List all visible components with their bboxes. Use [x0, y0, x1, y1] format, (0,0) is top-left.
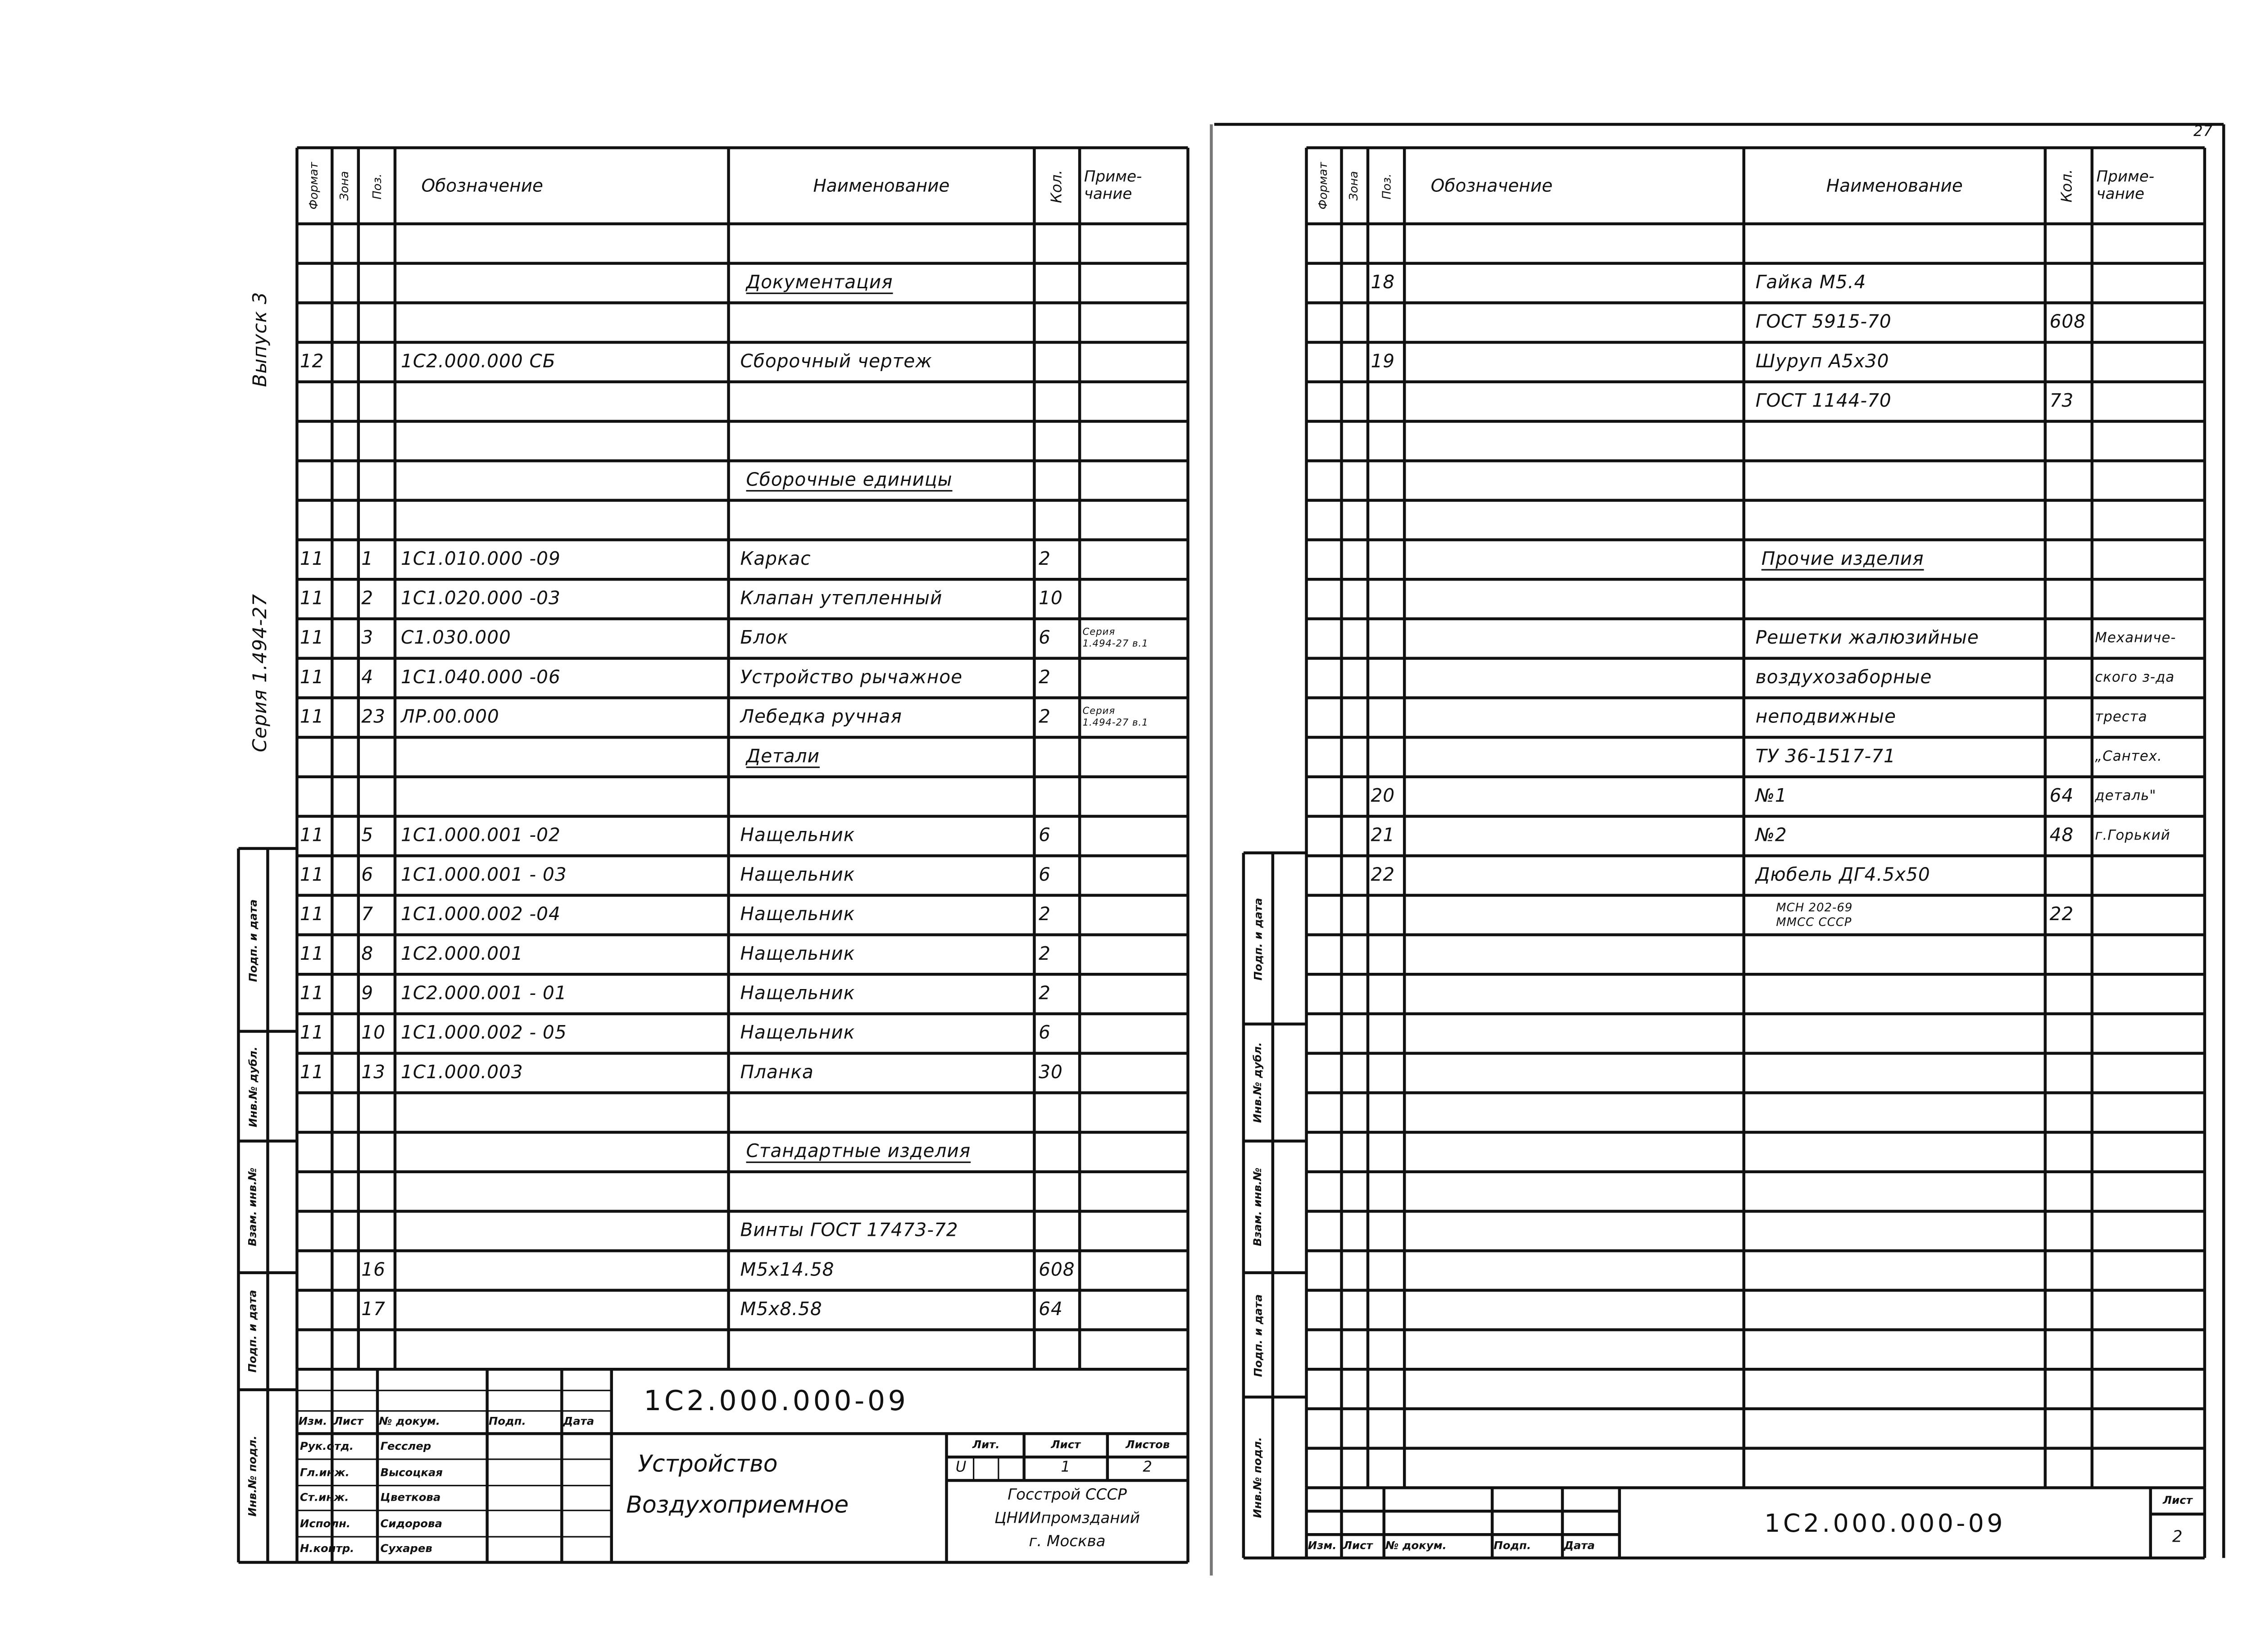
- grid-line: [297, 776, 1188, 778]
- grid-line: [1307, 578, 2205, 580]
- row-name: Нащельник: [740, 824, 855, 846]
- row-position: 22: [1371, 863, 1395, 885]
- row-designation: 1С2.000.000 СБ: [400, 350, 556, 372]
- row-quantity: 30: [1039, 1061, 1063, 1083]
- section-heading: Детали: [746, 745, 820, 767]
- grid-line: [1214, 123, 2224, 126]
- row-position: 7: [361, 903, 374, 925]
- row-position: 19: [1371, 350, 1395, 372]
- grid-line: [1307, 1368, 2205, 1370]
- stamp-col-header: Лист: [1343, 1539, 1373, 1553]
- sheet-label: Лист: [2162, 1494, 2193, 1507]
- grid-line: [297, 460, 1188, 462]
- row-format: 11: [300, 1061, 324, 1083]
- grid-line: [1307, 1013, 2205, 1015]
- grid-line: [1186, 148, 1189, 1369]
- row-name: Устройство рычажное: [740, 666, 963, 688]
- row-quantity: 608: [2049, 310, 2086, 333]
- row-name: М5х8.58: [740, 1298, 822, 1320]
- row-name: №2: [1755, 824, 1787, 846]
- stamp-role: Рук.отд.: [300, 1439, 354, 1453]
- header-format: Формат: [1317, 162, 1330, 210]
- margin-label: Инв.№ дубл.: [1251, 1042, 1265, 1123]
- grid-line: [295, 148, 298, 1369]
- row-quantity: 10: [1039, 587, 1063, 609]
- row-designation: 1С1.000.002 - 05: [400, 1021, 567, 1044]
- row-name: Шуруп А5х30: [1755, 350, 1889, 372]
- row-name: Нащельник: [740, 982, 855, 1004]
- section-heading: Стандартные изделия: [746, 1140, 971, 1162]
- row-designation: 1С1.000.002 -04: [400, 903, 561, 925]
- row-quantity: 73: [2049, 389, 2074, 412]
- header-qty: Кол.: [2060, 169, 2076, 203]
- row-name: Планка: [740, 1061, 814, 1083]
- grid-line: [1307, 1250, 2205, 1252]
- margin-label: Подп. и дата: [1251, 897, 1265, 980]
- row-format: 11: [300, 942, 324, 965]
- stamp-col-header: Дата: [1564, 1539, 1595, 1553]
- row-quantity: 2: [1039, 942, 1051, 965]
- row-name: ГОСТ 1144-70: [1755, 389, 1892, 412]
- stamp-col-header: Подп.: [1494, 1539, 1531, 1553]
- header-name: Наименование: [813, 175, 950, 196]
- row-designation: 1С1.020.000 -03: [400, 587, 561, 609]
- row-name: ГОСТ 5915-70: [1755, 310, 1892, 333]
- grid-line: [727, 148, 730, 1369]
- row-note: г.Горький: [2095, 827, 2170, 844]
- row-designation: ЛР.00.000: [400, 705, 499, 728]
- sheet-value: 1: [1061, 1460, 1071, 1476]
- grid-line: [486, 1369, 488, 1562]
- grid-line: [1307, 1211, 2205, 1212]
- row-name: неподвижные: [1755, 705, 1896, 728]
- grid-line: [377, 1369, 378, 1562]
- row-name: №1: [1755, 784, 1787, 807]
- grid-line: [1307, 1053, 2205, 1054]
- row-name: Каркас: [740, 547, 811, 570]
- row-position: 2: [361, 587, 374, 609]
- row-format: 11: [300, 1021, 324, 1044]
- row-designation: 1С1.040.000 -06: [400, 666, 561, 688]
- row-name: Нащельник: [740, 903, 855, 925]
- grid-line: [1307, 460, 2205, 462]
- header-zone: Зона: [1347, 171, 1361, 201]
- grid-line: [297, 1389, 611, 1390]
- row-note: „Сантех.: [2095, 749, 2162, 765]
- grid-line: [2044, 148, 2047, 1488]
- row-position: 3: [361, 626, 374, 649]
- row-name: М5х14.58: [740, 1258, 835, 1280]
- row-name: Дюбель ДГ4.5х50: [1755, 863, 1930, 885]
- grid-line: [1307, 1092, 2205, 1094]
- row-name: Клапан утепленный: [740, 587, 943, 609]
- grid-line: [1307, 1289, 2205, 1291]
- row-name: Нащельник: [740, 863, 855, 885]
- row-name: ТУ 36-1517-71: [1755, 745, 1896, 767]
- stamp-name: Гесслер: [380, 1439, 431, 1453]
- margin-label: Взам. инв.№: [246, 1167, 259, 1247]
- stamp-col-header: Дата: [563, 1415, 595, 1428]
- grid-line: [297, 1131, 1188, 1133]
- row-position: 5: [361, 824, 374, 846]
- stamp-col-header: Изм.: [1308, 1539, 1337, 1553]
- row-note: треста: [2095, 709, 2148, 726]
- row-name: воздухозаборные: [1755, 666, 1932, 688]
- row-position: 18: [1371, 271, 1395, 293]
- row-quantity: 48: [2049, 824, 2074, 846]
- header-name: Наименование: [1826, 175, 1963, 196]
- sheet-label: Лист: [1051, 1438, 1081, 1452]
- document-code: 1С2.000.000-09: [644, 1384, 909, 1417]
- row-position: 8: [361, 942, 374, 965]
- header-pos: Поз.: [369, 172, 383, 199]
- row-format: 11: [300, 626, 324, 649]
- header-designation: Обозначение: [421, 175, 543, 196]
- grid-line: [297, 1368, 1188, 1371]
- grid-line: [1307, 1408, 2205, 1410]
- header-format: Формат: [307, 162, 321, 210]
- row-format: 11: [300, 666, 324, 688]
- grid-line: [297, 1171, 1188, 1173]
- page-number: 27: [2193, 124, 2213, 141]
- row-position: 17: [361, 1298, 386, 1320]
- row-quantity: 6: [1039, 863, 1051, 885]
- sheets-label: Листов: [1126, 1438, 1170, 1452]
- stamp-col-header: Подп.: [488, 1415, 526, 1428]
- row-name: Лебедка ручная: [740, 705, 902, 728]
- row-format: 11: [300, 587, 324, 609]
- row-designation: 1С1.010.000 -09: [400, 547, 561, 570]
- grid-line: [297, 302, 1188, 304]
- margin-label: Инв.№ подл.: [246, 1435, 259, 1517]
- row-format: 11: [300, 982, 324, 1004]
- row-note: ского з-да: [2095, 669, 2175, 686]
- row-position: 20: [1371, 784, 1395, 807]
- row-position: 9: [361, 982, 374, 1004]
- row-position: 21: [1371, 824, 1395, 846]
- header-zone: Зона: [338, 171, 351, 201]
- sheet-fold-line: [1210, 124, 1212, 1575]
- row-quantity: 2: [1039, 666, 1051, 688]
- organization-line2: ЦНИИпромзданий: [994, 1509, 1140, 1527]
- organization-line3: г. Москва: [1029, 1533, 1106, 1551]
- row-quantity: 2: [1039, 903, 1051, 925]
- row-name: Блок: [740, 626, 789, 649]
- row-name: Гайка М5.4: [1755, 271, 1866, 293]
- stamp-name: Сидорова: [380, 1516, 442, 1530]
- row-quantity: 608: [1039, 1258, 1075, 1280]
- row-quantity: 2: [1039, 982, 1051, 1004]
- stamp-role: Ст.инж.: [300, 1491, 349, 1504]
- margin-label: Инв.№ дубл.: [246, 1046, 259, 1127]
- margin-label: Подп. и дата: [246, 899, 259, 981]
- grid-line: [358, 148, 360, 1369]
- grid-line: [297, 421, 1188, 422]
- grid-line: [610, 1369, 613, 1562]
- grid-line: [394, 148, 396, 1369]
- document-title-line1: Устройство: [638, 1450, 778, 1478]
- section-heading: Документация: [746, 271, 893, 293]
- row-format: 11: [300, 547, 324, 570]
- row-note: Серия 1.494-27 в.1: [1082, 626, 1149, 649]
- row-format: 11: [300, 903, 324, 925]
- header-designation: Обозначение: [1430, 175, 1553, 196]
- row-designation: С1.030.000: [400, 626, 511, 649]
- margin-label: Подп. и дата: [1251, 1293, 1265, 1376]
- row-format: 12: [300, 350, 324, 372]
- row-name: Винты ГОСТ 17473-72: [740, 1219, 958, 1241]
- row-name: МСН 202-69 ММСС СССР: [1776, 901, 1853, 928]
- stamp-name: Высоцкая: [380, 1465, 443, 1479]
- row-name: Нащельник: [740, 942, 855, 965]
- row-quantity: 6: [1039, 824, 1051, 846]
- row-designation: 1С1.000.003: [400, 1061, 523, 1083]
- margin-label: Подп. и дата: [246, 1289, 259, 1373]
- issue-label: Выпуск 3: [249, 291, 272, 387]
- grid-line: [1742, 148, 1745, 1488]
- row-quantity: 2: [1039, 547, 1051, 570]
- grid-line: [1307, 539, 2205, 541]
- row-note: Механиче-: [2095, 630, 2176, 646]
- grid-line: [331, 148, 333, 1369]
- margin-label: Инв.№ подл.: [1251, 1437, 1265, 1518]
- row-quantity: 6: [1039, 1021, 1051, 1044]
- row-format: 11: [300, 705, 324, 728]
- sheet-value: 2: [2172, 1526, 2183, 1546]
- document-code: 1С2.000.000-09: [1764, 1510, 2006, 1539]
- grid-line: [295, 1369, 298, 1562]
- row-name: Нащельник: [740, 1021, 855, 1044]
- series-label: Серия 1.494-27: [249, 594, 272, 753]
- row-quantity: 64: [1039, 1298, 1063, 1320]
- row-format: 11: [300, 863, 324, 885]
- grid-line: [1307, 1510, 1620, 1512]
- row-quantity: 64: [2049, 784, 2074, 807]
- stamp-col-header: № докум.: [379, 1415, 440, 1428]
- row-position: 16: [361, 1258, 386, 1280]
- row-designation: 1С1.000.001 -02: [400, 824, 561, 846]
- row-name: Сборочный чертеж: [740, 350, 932, 372]
- sheets-value: 2: [1143, 1460, 1153, 1476]
- grid-line: [1307, 1448, 2205, 1449]
- row-format: 11: [300, 824, 324, 846]
- row-quantity: 6: [1039, 626, 1051, 649]
- stamp-role: Н.контр.: [300, 1542, 354, 1556]
- section-heading: Прочие изделия: [1761, 547, 1924, 570]
- row-position: 6: [361, 863, 374, 885]
- row-position: 13: [361, 1061, 386, 1083]
- row-quantity: 22: [2049, 903, 2074, 925]
- grid-line: [1307, 1329, 2205, 1331]
- section-heading: Сборочные единицы: [746, 468, 953, 490]
- grid-line: [1367, 148, 1369, 1488]
- header-qty: Кол.: [1048, 169, 1064, 203]
- grid-line: [1307, 973, 2205, 975]
- stamp-name: Цветкова: [380, 1491, 441, 1504]
- grid-line: [1307, 499, 2205, 501]
- grid-line: [997, 1457, 999, 1480]
- grid-line: [1307, 1486, 2205, 1489]
- row-designation: 1С2.000.001 - 01: [400, 982, 567, 1004]
- row-note: Серия 1.494-27 в.1: [1082, 705, 1149, 728]
- header-note: Приме- чание: [2096, 168, 2155, 204]
- row-position: 23: [361, 705, 386, 728]
- grid-line: [561, 1369, 563, 1562]
- margin-label: Взам. инв.№: [1251, 1167, 1265, 1247]
- stamp-col-header: Лист: [333, 1415, 363, 1428]
- grid-line: [1305, 148, 1308, 1488]
- grid-line: [1078, 148, 1081, 1369]
- stamp-col-header: № докум.: [1385, 1539, 1447, 1553]
- row-designation: 1С1.000.001 - 03: [400, 863, 567, 885]
- stamp-role: Исполн.: [300, 1516, 351, 1530]
- organization-line1: Госстрой СССР: [1008, 1486, 1127, 1504]
- row-quantity: 2: [1039, 705, 1051, 728]
- lit-value: U: [955, 1460, 967, 1476]
- stamp-name: Сухарев: [380, 1542, 432, 1556]
- row-name: Решетки жалюзийные: [1755, 626, 1979, 649]
- grid-line: [297, 499, 1188, 501]
- row-position: 10: [361, 1021, 386, 1044]
- grid-line: [297, 263, 1188, 264]
- document-title-line2: Воздухоприемное: [626, 1491, 849, 1519]
- lit-label: Лит.: [972, 1438, 1000, 1452]
- grid-line: [2222, 124, 2225, 1558]
- row-designation: 1С2.000.001: [400, 942, 523, 965]
- header-note: Приме- чание: [1084, 168, 1142, 204]
- grid-line: [1340, 148, 1343, 1488]
- header-pos: Поз.: [1379, 172, 1392, 199]
- stamp-col-header: Изм.: [298, 1415, 327, 1428]
- grid-line: [1307, 1171, 2205, 1173]
- stamp-role: Гл.инж.: [300, 1465, 350, 1479]
- grid-line: [1307, 1131, 2205, 1133]
- row-position: 1: [361, 547, 374, 570]
- row-note: деталь": [2095, 788, 2157, 804]
- row-position: 4: [361, 666, 374, 688]
